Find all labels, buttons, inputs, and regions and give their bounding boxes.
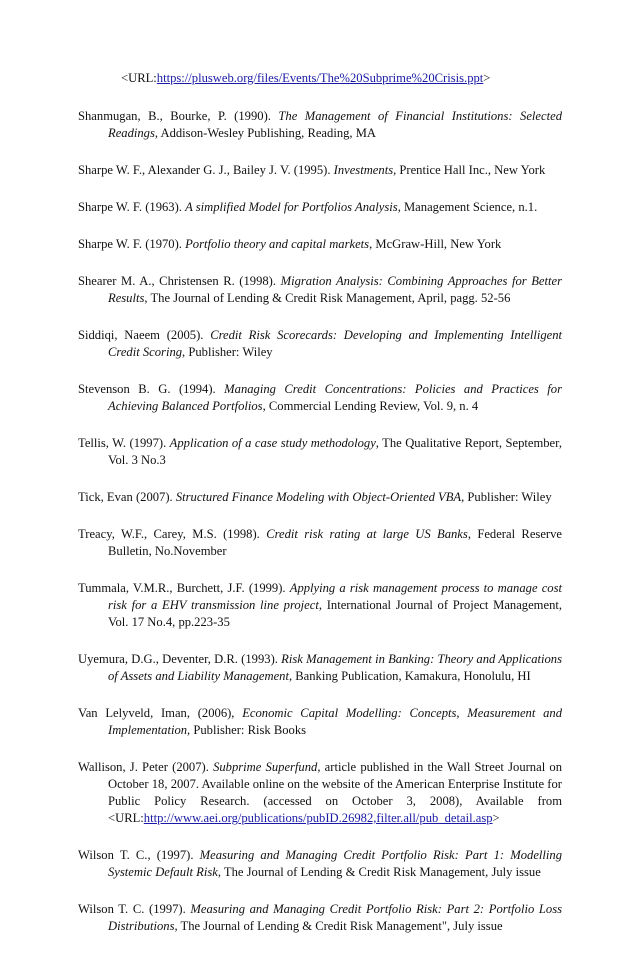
reference-entry xyxy=(78,273,562,307)
reference-source: , Prentice Hall Inc., New York xyxy=(393,163,546,177)
reference-entry xyxy=(78,847,562,881)
reference-authors: Shearer M. A., Christensen R. (1998). xyxy=(78,274,281,288)
reference-title: Subprime Superfund xyxy=(213,760,318,774)
reference-entry xyxy=(78,381,562,415)
reference-source: , The Journal of Lending & Credit Risk Management, July issue xyxy=(217,865,541,879)
url-suffix: > xyxy=(483,71,491,85)
reference-authors: Van Lelyveld, Iman, (2006), xyxy=(78,706,243,720)
reference-entry xyxy=(78,236,562,253)
reference-title: Risk Management in Banking: Theory and Applications of Assets and Liability Management xyxy=(108,652,562,683)
reference-source: , International Journal of Project Management, Vol. 17 No.4, pp.223-35 xyxy=(108,598,563,629)
reference-title: Measuring and Managing Credit Portfolio Risk: Part 2: Portfolio Loss Distributions, xyxy=(108,902,563,933)
reference-title: Economic Capital Modelling: Concepts, Measurement and Implementation, xyxy=(108,706,562,737)
reference-title: Measuring and Managing Credit Portfolio Risk: Part 1: Modelling Systemic Default Risk xyxy=(108,848,562,879)
reference-authors: Shanmugan, B., Bourke, P. (1990). xyxy=(78,109,279,123)
reference-entry xyxy=(78,327,562,361)
reference-title: Migration Analysis: Combining Approaches for Better Results xyxy=(108,274,562,305)
reference-entry xyxy=(78,435,562,469)
reference-title: Managing Credit Concentrations: Policies and Practices for Achieving Balanced Portfolios xyxy=(108,382,562,413)
reference-entry xyxy=(78,651,562,685)
reference-authors: Uyemura, D.G., Deventer, D.R. (1993). xyxy=(78,652,282,666)
reference-source: , Management Science, n.1. xyxy=(397,200,538,214)
reference-title: Structured Finance Modeling with Object-Oriented VBA xyxy=(175,490,462,504)
reference-source: , The Qualitative Report, September, Vol. 3 No.3 xyxy=(108,436,562,467)
reference-authors: Tick, Evan (2007). xyxy=(78,490,176,504)
reference-authors: Siddiqi, Naeem (2005). xyxy=(78,328,211,342)
reference-authors: Tellis, W. (1997). xyxy=(78,436,170,450)
reference-authors: Sharpe W. F., Alexander G. J., Bailey J. V. (1995). xyxy=(78,163,334,177)
reference-entry xyxy=(78,901,562,935)
reference-authors: Sharpe W. F. (1963). xyxy=(78,200,186,214)
reference-entry xyxy=(78,526,562,560)
reference-source: , Publisher: Wiley xyxy=(182,345,273,359)
reference-authors: Sharpe W. F. (1970). xyxy=(78,237,186,251)
reference-title: Credit risk rating at large US Banks xyxy=(266,527,468,541)
reference-title: Credit Risk Scorecards: Developing and Implementing Intelligent Credit Scoring xyxy=(108,328,563,359)
reference-source: , Publisher: Wiley xyxy=(461,490,552,504)
reference-entry xyxy=(78,580,562,631)
reference-url-continuation xyxy=(121,70,562,87)
reference-entry xyxy=(78,108,562,142)
reference-source: , Commercial Lending Review, Vol. 9, n. 4 xyxy=(262,399,479,413)
reference-source: , Federal Reserve Bulletin, No.November xyxy=(108,527,562,558)
reference-entry xyxy=(78,759,562,827)
reference-source: Publisher: Risk Books xyxy=(190,723,307,737)
reference-authors: Treacy, W.F., Carey, M.S. (1998). xyxy=(78,527,267,541)
reference-link[interactable]: http://www.aei.org/publications/pubID.26982,filter.all/pub_detail.asp xyxy=(143,811,493,825)
reference-title: Portfolio theory and capital markets xyxy=(185,237,370,251)
reference-link[interactable]: https://plusweb.org/files/Events/The%20Subprime%20Crisis.ppt xyxy=(156,71,484,85)
reference-title: A simplified Model for Portfolios Analysis xyxy=(185,200,398,214)
reference-title: Investments xyxy=(333,163,394,177)
reference-source: , Addison-Wesley Publishing, Reading, MA xyxy=(154,126,376,140)
reference-title: The Management of Financial Institutions: Selected Readings xyxy=(108,109,562,140)
reference-source: , Banking Publication, Kamakura, Honolulu, HI xyxy=(288,669,531,683)
url-prefix: <URL: xyxy=(121,71,157,85)
reference-authors: Wilson T. C. (1997). xyxy=(78,902,191,916)
reference-entry xyxy=(78,162,562,179)
reference-authors: Wallison, J. Peter (2007). xyxy=(78,760,214,774)
reference-source: , McGraw-Hill, New York xyxy=(369,237,502,251)
reference-source: The Journal of Lending & Credit Risk Management", July issue xyxy=(177,919,503,933)
reference-source: , The Journal of Lending & Credit Risk Management, April, pagg. 52-56 xyxy=(144,291,511,305)
reference-entry xyxy=(78,705,562,739)
reference-title: Applying a risk management process to manage cost risk for a EHV transmission line project xyxy=(108,581,562,612)
reference-authors: Wilson T. C., (1997). xyxy=(78,848,200,862)
reference-authors: Tummala, V.M.R., Burchett, J.F. (1999). xyxy=(78,581,290,595)
url-suffix: > xyxy=(492,811,500,825)
reference-list xyxy=(78,70,562,955)
reference-authors: Stevenson B. G. (1994). xyxy=(78,382,225,396)
reference-source: , article published in the Wall Street Journal on October 18, 2007. Available online on the website of the American Enterprise Institute for Public Policy Research. (accessed on October 3, 2008), Available from <URL: xyxy=(108,760,562,825)
reference-entry xyxy=(78,489,562,506)
reference-entry xyxy=(78,199,562,216)
reference-title: Application of a case study methodology xyxy=(169,436,376,450)
